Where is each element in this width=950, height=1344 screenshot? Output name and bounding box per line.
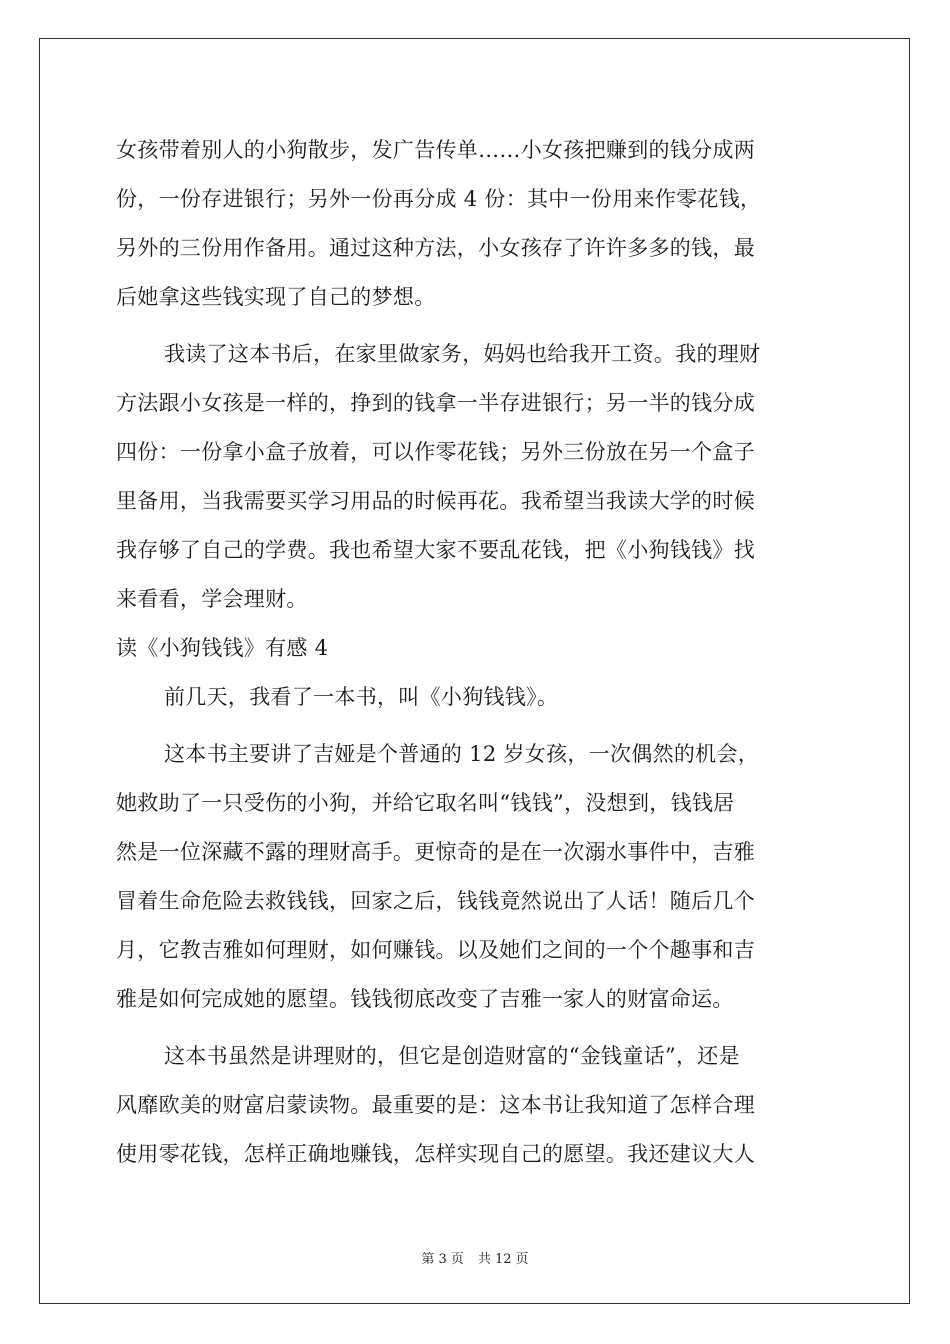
document-body bbox=[116, 126, 836, 1179]
section-heading: 读《小狗钱钱》有感 4 bbox=[116, 636, 329, 660]
text-line: 里备用，当我需要买学习用品的时候再花。我希望当我读大学的时候 bbox=[116, 489, 755, 513]
paragraph bbox=[116, 673, 836, 722]
paragraph bbox=[116, 1032, 836, 1179]
text-line: 四份：一份拿小盒子放着，可以作零花钱；另外三份放在另一个盒子 bbox=[116, 440, 755, 464]
text-line: 前几天，我看了一本书，叫《小狗钱钱》。 bbox=[164, 685, 559, 709]
text-line: 然是一位深藏不露的理财高手。更惊奇的是在一次溺水事件中，吉雅 bbox=[116, 840, 755, 864]
page-number: 第 3 页 bbox=[421, 1252, 464, 1267]
page-footer bbox=[0, 1248, 950, 1267]
text-line: 冒着生命危险去救钱钱，回家之后，钱钱竟然说出了人话！随后几个 bbox=[116, 889, 755, 913]
text-line: 雅是如何完成她的愿望。钱钱彻底改变了吉雅一家人的财富命运。 bbox=[116, 987, 734, 1011]
text-line: 这本书主要讲了吉娅是个普通的 12 岁女孩，一次偶然的机会， bbox=[164, 742, 760, 766]
paragraph bbox=[116, 126, 836, 322]
text-line: 来看看，学会理财。 bbox=[116, 587, 308, 611]
text-line: 月，它教吉雅如何理财，如何赚钱。以及她们之间的一个个趣事和吉 bbox=[116, 938, 755, 962]
text-line: 风靡欧美的财富启蒙读物。最重要的是：这本书让我知道了怎样合理 bbox=[116, 1093, 755, 1117]
text-line: 我存够了自己的学费。我也希望大家不要乱花钱，把《小狗钱钱》找 bbox=[116, 538, 755, 562]
paragraph bbox=[116, 730, 836, 1024]
text-line: 方法跟小女孩是一样的，挣到的钱拿一半存进银行；另一半的钱分成 bbox=[116, 391, 755, 415]
text-line: 后她拿这些钱实现了自己的梦想。 bbox=[116, 285, 436, 309]
text-line: 份，一份存进银行；另外一份再分成 4 份：其中一份用来作零花钱， bbox=[116, 187, 762, 211]
text-line: 另外的三份用作备用。通过这种方法，小女孩存了许许多多的钱，最 bbox=[116, 236, 755, 260]
paragraph bbox=[116, 330, 836, 624]
page-total: 共 12 页 bbox=[477, 1252, 529, 1267]
text-line: 我读了这本书后，在家里做家务，妈妈也给我开工资。我的理财 bbox=[164, 342, 761, 366]
text-line: 女孩带着别人的小狗散步，发广告传单……小女孩把赚到的钱分成两 bbox=[116, 138, 755, 162]
text-line: 她救助了一只受伤的小狗，并给它取名叫“钱钱”，没想到，钱钱居 bbox=[116, 791, 735, 815]
text-line: 这本书虽然是讲理财的，但它是创造财富的“金钱童话”，还是 bbox=[164, 1044, 740, 1068]
text-line: 使用零花钱，怎样正确地赚钱，怎样实现自己的愿望。我还建议大人 bbox=[116, 1142, 755, 1166]
